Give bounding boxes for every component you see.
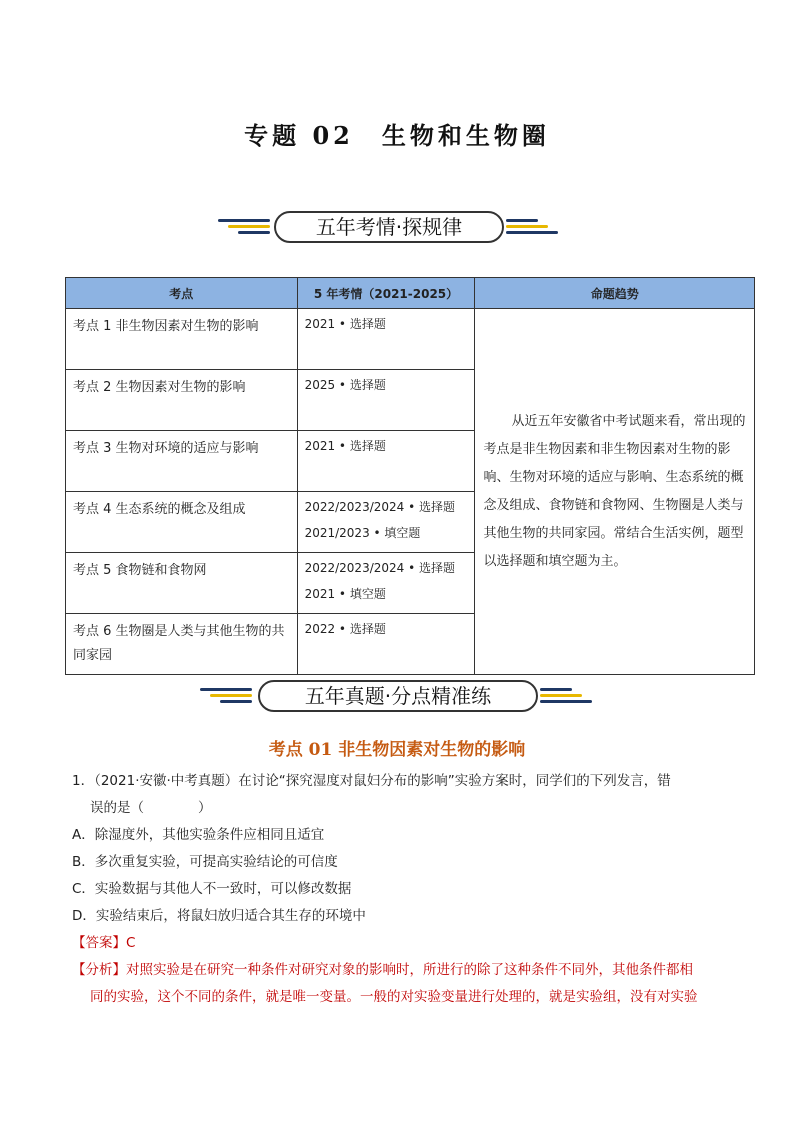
analysis-label: 【分析】: [72, 962, 126, 978]
option-d: D．实验结束后，将鼠妇放归适合其生存的环境中: [72, 908, 366, 924]
section-banner-practice: [0, 680, 794, 720]
banner-label: 五年真题·分点精准练: [258, 680, 538, 712]
column-header: 考点: [66, 278, 298, 309]
section-banner-trends: [0, 211, 794, 251]
exam-year-entry: 2021 • 选择题: [304, 317, 386, 331]
exam-trend-table: [65, 277, 755, 675]
exam-year-entry: 2025 • 选择题: [304, 378, 386, 392]
exam-year-entry: 2021 • 选择题: [304, 439, 386, 453]
exam-years-cell: [297, 492, 475, 553]
exam-point-cell: 考点 5 食物链和食物网: [66, 553, 298, 614]
exam-point-cell: 考点 3 生物对环境的适应与影响: [66, 431, 298, 492]
exam-years-cell: [297, 431, 475, 492]
exam-point-heading: 考点 01 非生物因素对生物的影响: [268, 740, 526, 760]
column-header: 命题趋势: [475, 278, 755, 309]
answer-value: C: [126, 935, 136, 951]
banner-left-decoration: [200, 684, 252, 706]
analysis-line: [72, 957, 732, 984]
exam-years-cell: [297, 370, 475, 431]
exam-point-cell: 考点 2 生物因素对生物的影响: [66, 370, 298, 431]
banner-right-decoration: [540, 684, 592, 706]
exam-year-entry: 2022 • 选择题: [304, 622, 386, 636]
banner-right-decoration: [506, 215, 558, 237]
answer-line: [72, 930, 732, 957]
table-header-row: [66, 278, 755, 309]
exam-year-entry: 2021/2023 • 填空题: [304, 526, 421, 540]
exam-years-cell: [297, 614, 475, 675]
exam-point-cell: 考点 1 非生物因素对生物的影响: [66, 309, 298, 370]
answer-label: 【答案】: [72, 935, 126, 951]
banner-left-decoration: [218, 215, 270, 237]
exam-point-cell: 考点 6 生物圈是人类与其他生物的共同家园: [66, 614, 298, 675]
analysis-text-continued: 同的实验，这个不同的条件，就是唯一变量。一般的对实验变量进行处理的，就是实验组，没有对实验: [90, 989, 698, 1005]
exam-year-entry: 2021 • 填空题: [304, 587, 386, 601]
option-c: C．实验数据与其他人不一致时，可以修改数据: [72, 881, 352, 897]
banner-label: 五年考情·探规律: [274, 211, 504, 243]
exam-year-entry: 2022/2023/2024 • 选择题: [304, 561, 455, 575]
page-title: 专题 02 生物和生物圈: [244, 121, 550, 150]
exam-year-entry: 2022/2023/2024 • 选择题: [304, 500, 455, 514]
table-row: [66, 309, 755, 370]
option-b: B．多次重复实验，可提高实验结论的可信度: [72, 854, 338, 870]
question-stem: 1．（2021·安徽·中考真题）在讨论“探究湿度对鼠妇分布的影响”实验方案时，同学们的下列发言，错: [72, 773, 671, 789]
question-block: [72, 768, 732, 1011]
analysis-text: 对照实验是在研究一种条件对研究对象的影响时，所进行的除了这种条件不同外，其他条件都相: [126, 962, 693, 978]
trend-description-cell: 从近五年安徽省中考试题来看，常出现的考点是非生物因素和非生物因素对生物的影响、生物对环境的适应与影响、生态系统的概念及组成、食物链和食物网、生物圈是人类与其他生物的共同家园。常结合生活实例，题型以选择题和填空题为主。: [475, 309, 755, 675]
option-a: A．除湿度外，其他实验条件应相同且适宜: [72, 827, 325, 843]
exam-years-cell: [297, 553, 475, 614]
exam-point-cell: 考点 4 生态系统的概念及组成: [66, 492, 298, 553]
question-stem-continued: 误的是（ ）: [90, 800, 212, 816]
exam-years-cell: [297, 309, 475, 370]
column-header: 5 年考情（2021-2025）: [297, 278, 475, 309]
